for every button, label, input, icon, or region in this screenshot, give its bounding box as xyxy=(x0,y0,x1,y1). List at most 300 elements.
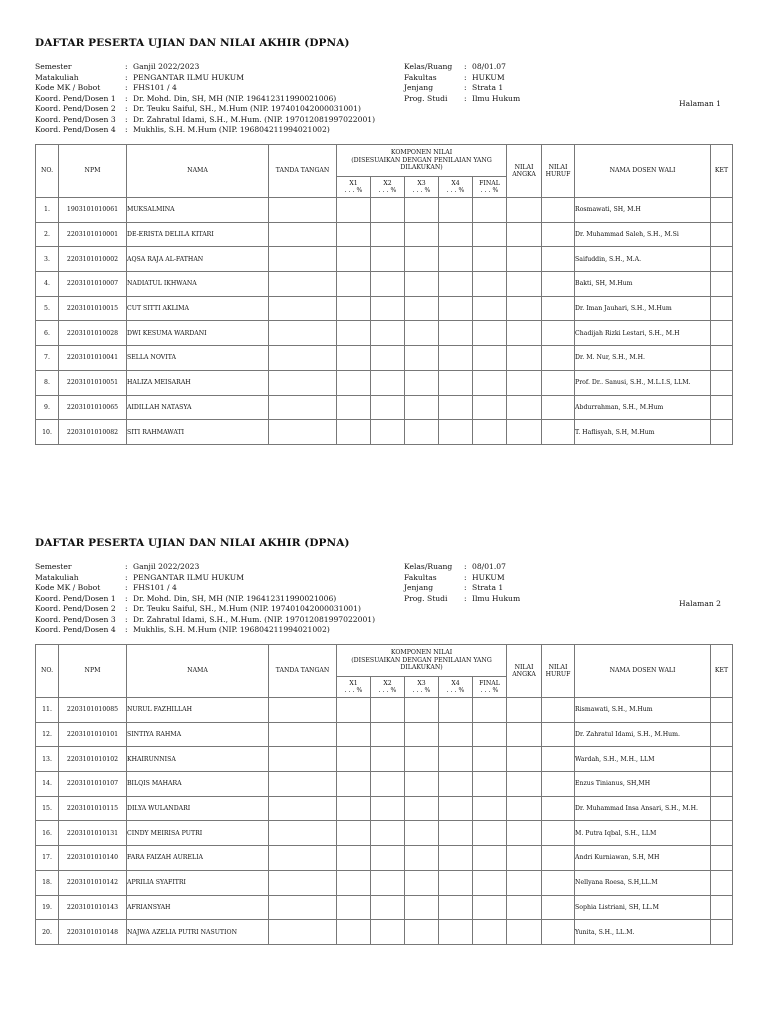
score-x4-cell xyxy=(439,321,473,346)
score-x1-cell xyxy=(337,420,371,445)
nilai-huruf-cell xyxy=(542,346,575,371)
score-x3-cell xyxy=(405,296,439,321)
score-x3-cell xyxy=(405,272,439,297)
signature-cell xyxy=(269,272,337,297)
dosen-wali-cell: Dr. Muhammad Saleh, S.H., M.Si xyxy=(575,222,711,247)
score-x1-cell xyxy=(337,821,371,846)
score-final-cell xyxy=(473,222,507,247)
npm-cell: 2203101010131 xyxy=(59,821,127,846)
row-number: 8. xyxy=(36,370,59,395)
col-header-x4 xyxy=(439,177,473,198)
row-number: 5. xyxy=(36,296,59,321)
info-label: Koord. Pend/Dosen 4 xyxy=(35,625,116,634)
percent-placeholder: . . . % xyxy=(446,687,465,694)
ket-cell xyxy=(711,346,733,371)
score-x4-cell xyxy=(439,698,473,723)
info-separator: : xyxy=(464,593,467,603)
npm-cell: 2203101010065 xyxy=(59,395,127,420)
col-header-dosen-wali: NAMA DOSEN WALI xyxy=(575,645,711,698)
col-header-x1 xyxy=(337,677,371,698)
component-label: X4 xyxy=(451,679,460,687)
ket-cell xyxy=(711,821,733,846)
npm-cell: 2203101010002 xyxy=(59,247,127,272)
table-row xyxy=(36,222,733,247)
score-x3-cell xyxy=(405,321,439,346)
nilai-huruf-cell xyxy=(542,272,575,297)
col-header-nilai-huruf xyxy=(542,145,575,198)
npm-cell: 2203101010082 xyxy=(59,420,127,445)
col-header-npm: NPM xyxy=(59,645,127,698)
nilai-huruf-cell xyxy=(542,747,575,772)
score-final-cell xyxy=(473,870,507,895)
ket-cell xyxy=(711,846,733,871)
info-label: Prog. Studi xyxy=(404,593,448,603)
student-name-cell: DWI KESUMA WARDANI xyxy=(127,321,269,346)
nilai-angka-cell xyxy=(507,222,542,247)
npm-cell: 2203101010102 xyxy=(59,747,127,772)
signature-cell xyxy=(269,222,337,247)
info-row xyxy=(35,604,375,615)
info-separator: : xyxy=(125,114,128,124)
info-separator: : xyxy=(125,604,128,613)
npm-cell: 2203101010015 xyxy=(59,296,127,321)
signature-cell xyxy=(269,247,337,272)
component-label: FINAL xyxy=(479,679,500,687)
ket-cell xyxy=(711,370,733,395)
ket-cell xyxy=(711,420,733,445)
component-label: X4 xyxy=(451,179,460,187)
col-header-tanda-tangan: TANDA TANGAN xyxy=(269,145,337,198)
header-line: HURUF xyxy=(545,671,571,678)
info-label: Koord. Pend/Dosen 2 xyxy=(35,604,116,613)
npm-cell: 1903101010061 xyxy=(59,198,127,223)
table-row xyxy=(36,247,733,272)
score-x1-cell xyxy=(337,870,371,895)
info-row xyxy=(35,573,375,584)
info-value: HUKUM xyxy=(472,72,505,82)
score-x1-cell xyxy=(337,198,371,223)
info-value: Dr. Zahratul Idami, S.H., M.Hum. (NIP. 197012081997022001) xyxy=(133,114,376,124)
info-value: Dr. Mohd. Din, SH, MH (NIP. 196412311990021006) xyxy=(133,593,337,603)
col-header-nilai-angka xyxy=(507,645,542,698)
table-row xyxy=(36,747,733,772)
score-x4-cell xyxy=(439,222,473,247)
nilai-angka-cell xyxy=(507,772,542,797)
ket-cell xyxy=(711,722,733,747)
score-x4-cell xyxy=(439,895,473,920)
signature-cell xyxy=(269,296,337,321)
nilai-huruf-cell xyxy=(542,772,575,797)
score-x1-cell xyxy=(337,321,371,346)
info-separator: : xyxy=(464,583,467,592)
ket-cell xyxy=(711,198,733,223)
col-header-final xyxy=(473,677,507,698)
ket-cell xyxy=(711,796,733,821)
info-separator: : xyxy=(125,625,128,634)
nilai-huruf-cell xyxy=(542,870,575,895)
info-separator: : xyxy=(125,93,128,103)
info-label: Koord. Pend/Dosen 1 xyxy=(35,93,116,103)
student-name-cell: KHAIRUNNISA xyxy=(127,747,269,772)
nilai-angka-cell xyxy=(507,420,542,445)
signature-cell xyxy=(269,198,337,223)
score-x3-cell xyxy=(405,895,439,920)
score-x2-cell xyxy=(371,870,405,895)
table-row xyxy=(36,370,733,395)
score-x4-cell xyxy=(439,821,473,846)
npm-cell: 2203101010028 xyxy=(59,321,127,346)
score-x2-cell xyxy=(371,272,405,297)
student-name-cell: NAJWA AZELIA PUTRI NASUTION xyxy=(127,920,269,945)
component-label: X1 xyxy=(349,179,358,187)
npm-cell: 2203101010007 xyxy=(59,272,127,297)
score-x4-cell xyxy=(439,346,473,371)
col-header-x2 xyxy=(371,677,405,698)
col-header-x3 xyxy=(405,177,439,198)
signature-cell xyxy=(269,870,337,895)
npm-cell: 2203101010085 xyxy=(59,698,127,723)
score-x3-cell xyxy=(405,920,439,945)
dosen-wali-cell: Chadijah Rizki Lestari, S.H., M.H xyxy=(575,321,711,346)
info-separator: : xyxy=(125,72,128,82)
signature-cell xyxy=(269,420,337,445)
info-value: Ganjil 2022/2023 xyxy=(133,562,200,571)
dosen-wali-cell: Nellyana Roesa, S.H,LL.M xyxy=(575,870,711,895)
info-label: Koord. Pend/Dosen 4 xyxy=(35,125,116,134)
info-separator: : xyxy=(125,593,128,603)
percent-placeholder: . . . % xyxy=(446,187,465,194)
signature-cell xyxy=(269,821,337,846)
row-number: 17. xyxy=(36,846,59,871)
info-value: HUKUM xyxy=(472,572,505,582)
course-info-left xyxy=(35,562,375,636)
row-number: 2. xyxy=(36,222,59,247)
row-number: 15. xyxy=(36,796,59,821)
info-value: Mukhlis, S.H. M.Hum (NIP. 196804211994021002) xyxy=(133,125,330,134)
nilai-huruf-cell xyxy=(542,296,575,321)
info-value: Ganjil 2022/2023 xyxy=(133,62,200,71)
npm-cell: 2203101010148 xyxy=(59,920,127,945)
dosen-wali-cell: Wardah, S.H., M.H., LLM xyxy=(575,747,711,772)
score-x1-cell xyxy=(337,796,371,821)
grade-table xyxy=(35,644,733,945)
dosen-wali-cell: T. Haflisyah, S.H, M.Hum xyxy=(575,420,711,445)
info-label: Kelas/Ruang xyxy=(404,562,453,571)
info-row xyxy=(35,594,375,605)
score-x3-cell xyxy=(405,846,439,871)
course-info xyxy=(35,62,732,138)
header-line: NILAI xyxy=(548,663,568,671)
table-row xyxy=(36,698,733,723)
dosen-wali-cell: M. Putra Iqbal, S.H., LLM xyxy=(575,821,711,846)
score-x4-cell xyxy=(439,870,473,895)
info-value: 08/01.07 xyxy=(472,62,506,71)
score-x4-cell xyxy=(439,920,473,945)
row-number: 11. xyxy=(36,698,59,723)
score-x1-cell xyxy=(337,747,371,772)
page-number: Halaman 2 xyxy=(679,599,721,608)
signature-cell xyxy=(269,346,337,371)
info-value: Strata 1 xyxy=(472,83,504,92)
col-header-dosen-wali: NAMA DOSEN WALI xyxy=(575,145,711,198)
score-x1-cell xyxy=(337,846,371,871)
percent-placeholder: . . . % xyxy=(344,687,363,694)
score-x2-cell xyxy=(371,296,405,321)
component-label: FINAL xyxy=(479,179,500,187)
signature-cell xyxy=(269,895,337,920)
dosen-wali-cell: Enzus Tinianus, SH,MH xyxy=(575,772,711,797)
dosen-wali-cell: Bakti, SH, M.Hum xyxy=(575,272,711,297)
dosen-wali-cell: Rosmawati, SH, M.H xyxy=(575,198,711,223)
score-x1-cell xyxy=(337,395,371,420)
table-row xyxy=(36,395,733,420)
ket-cell xyxy=(711,870,733,895)
row-number: 9. xyxy=(36,395,59,420)
student-rows xyxy=(36,198,733,445)
info-value: Dr. Zahratul Idami, S.H., M.Hum. (NIP. 197012081997022001) xyxy=(133,614,376,624)
npm-cell: 2203101010001 xyxy=(59,222,127,247)
score-x4-cell xyxy=(439,272,473,297)
student-name-cell: DILYA WULANDARI xyxy=(127,796,269,821)
score-final-cell xyxy=(473,796,507,821)
info-row xyxy=(404,62,520,73)
ket-cell xyxy=(711,222,733,247)
dosen-wali-cell: Dr. Zahratul Idami, S.H., M.Hum. xyxy=(575,722,711,747)
komponen-title: KOMPONEN NILAI xyxy=(390,149,453,157)
dpna-page-1 xyxy=(35,37,732,447)
student-name-cell: NURUL FAZHILLAH xyxy=(127,698,269,723)
npm-cell: 2203101010051 xyxy=(59,370,127,395)
row-number: 16. xyxy=(36,821,59,846)
table-row xyxy=(36,895,733,920)
row-number: 1. xyxy=(36,198,59,223)
info-separator: : xyxy=(464,62,467,71)
dosen-wali-cell: Saifuddin, S.H., M.A. xyxy=(575,247,711,272)
nilai-angka-cell xyxy=(507,698,542,723)
score-x3-cell xyxy=(405,870,439,895)
score-x3-cell xyxy=(405,346,439,371)
info-row xyxy=(404,562,520,573)
component-label: X1 xyxy=(349,679,358,687)
dosen-wali-cell: Prof. Dr.. Sanusi, S.H., M.L.I.S, LLM. xyxy=(575,370,711,395)
student-name-cell: DE-ERISTA DELILA KITARI xyxy=(127,222,269,247)
nilai-angka-cell xyxy=(507,920,542,945)
row-number: 18. xyxy=(36,870,59,895)
table-row xyxy=(36,272,733,297)
info-value: Ilmu Hukum xyxy=(472,593,521,603)
student-name-cell: SITI RAHMAWATI xyxy=(127,420,269,445)
score-final-cell xyxy=(473,772,507,797)
student-name-cell: CINDY MEIRISA PUTRI xyxy=(127,821,269,846)
score-x3-cell xyxy=(405,698,439,723)
row-number: 13. xyxy=(36,747,59,772)
score-x1-cell xyxy=(337,296,371,321)
table-row xyxy=(36,870,733,895)
score-x3-cell xyxy=(405,395,439,420)
info-value: Mukhlis, S.H. M.Hum (NIP. 196804211994021002) xyxy=(133,625,330,634)
score-x3-cell xyxy=(405,821,439,846)
score-final-cell xyxy=(473,920,507,945)
score-x4-cell xyxy=(439,420,473,445)
score-x4-cell xyxy=(439,796,473,821)
row-number: 4. xyxy=(36,272,59,297)
npm-cell: 2203101010142 xyxy=(59,870,127,895)
info-row xyxy=(35,83,375,94)
info-value: Dr. Mohd. Din, SH, MH (NIP. 196412311990021006) xyxy=(133,93,337,103)
signature-cell xyxy=(269,395,337,420)
score-x3-cell xyxy=(405,247,439,272)
student-name-cell: SINTIYA RAHMA xyxy=(127,722,269,747)
score-final-cell xyxy=(473,272,507,297)
score-x3-cell xyxy=(405,222,439,247)
nilai-huruf-cell xyxy=(542,895,575,920)
score-x2-cell xyxy=(371,846,405,871)
row-number: 12. xyxy=(36,722,59,747)
score-x2-cell xyxy=(371,198,405,223)
col-header-komponen-nilai xyxy=(337,645,507,677)
score-x4-cell xyxy=(439,296,473,321)
npm-cell: 2203101010107 xyxy=(59,772,127,797)
row-number: 19. xyxy=(36,895,59,920)
nilai-angka-cell xyxy=(507,395,542,420)
dosen-wali-cell: Abdurrahman, S.H., M.Hum xyxy=(575,395,711,420)
score-x1-cell xyxy=(337,272,371,297)
student-name-cell: AQSA RAJA AL-FATHAN xyxy=(127,247,269,272)
signature-cell xyxy=(269,846,337,871)
page-number: Halaman 1 xyxy=(679,99,721,108)
student-name-cell: APRILIA SYAFITRI xyxy=(127,870,269,895)
row-number: 6. xyxy=(36,321,59,346)
nilai-angka-cell xyxy=(507,846,542,871)
percent-placeholder: . . . % xyxy=(480,187,499,194)
table-row xyxy=(36,346,733,371)
table-row xyxy=(36,722,733,747)
page-title: DAFTAR PESERTA UJIAN DAN NILAI AKHIR (DPNA) xyxy=(35,537,350,549)
component-label: X3 xyxy=(417,179,426,187)
score-x4-cell xyxy=(439,846,473,871)
score-x4-cell xyxy=(439,395,473,420)
info-row xyxy=(404,583,520,594)
score-x1-cell xyxy=(337,222,371,247)
student-name-cell: HALIZA MEISARAH xyxy=(127,370,269,395)
info-row xyxy=(35,125,375,136)
score-final-cell xyxy=(473,198,507,223)
component-label: X2 xyxy=(383,179,392,187)
score-x2-cell xyxy=(371,370,405,395)
info-row xyxy=(35,94,375,105)
score-final-cell xyxy=(473,821,507,846)
score-x4-cell xyxy=(439,198,473,223)
score-x2-cell xyxy=(371,247,405,272)
student-name-cell: AFRIANSYAH xyxy=(127,895,269,920)
info-value: FHS101 / 4 xyxy=(133,583,177,592)
score-final-cell xyxy=(473,846,507,871)
info-label: Semester xyxy=(35,562,72,571)
header-line: HURUF xyxy=(545,171,571,178)
component-label: X2 xyxy=(383,679,392,687)
header-line: NILAI xyxy=(514,163,534,171)
ket-cell xyxy=(711,920,733,945)
info-label: Jenjang xyxy=(404,583,434,592)
info-row xyxy=(404,594,520,605)
row-number: 7. xyxy=(36,346,59,371)
info-value: PENGANTAR ILMU HUKUM xyxy=(133,572,244,582)
grade-table xyxy=(35,144,733,445)
score-x4-cell xyxy=(439,722,473,747)
signature-cell xyxy=(269,920,337,945)
signature-cell xyxy=(269,796,337,821)
info-label: Koord. Pend/Dosen 3 xyxy=(35,614,116,624)
info-label: Kode MK / Bobot xyxy=(35,83,101,92)
header-line: NILAI xyxy=(514,663,534,671)
row-number: 20. xyxy=(36,920,59,945)
header-line: NILAI xyxy=(548,163,568,171)
score-x3-cell xyxy=(405,772,439,797)
info-value: Dr. Teuku Saiful, SH., M.Hum (NIP. 197401042000031001) xyxy=(133,604,361,613)
nilai-angka-cell xyxy=(507,796,542,821)
nilai-angka-cell xyxy=(507,821,542,846)
nilai-angka-cell xyxy=(507,722,542,747)
percent-placeholder: . . . % xyxy=(378,187,397,194)
score-final-cell xyxy=(473,370,507,395)
score-final-cell xyxy=(473,420,507,445)
student-name-cell: SELLA NOVITA xyxy=(127,346,269,371)
komponen-title: KOMPONEN NILAI xyxy=(390,649,453,657)
info-row xyxy=(35,115,375,126)
nilai-huruf-cell xyxy=(542,395,575,420)
score-x1-cell xyxy=(337,722,371,747)
col-header-nilai-angka xyxy=(507,145,542,198)
score-x2-cell xyxy=(371,698,405,723)
info-value: PENGANTAR ILMU HUKUM xyxy=(133,72,244,82)
nilai-angka-cell xyxy=(507,198,542,223)
info-label: Koord. Pend/Dosen 3 xyxy=(35,114,116,124)
col-header-no: NO. xyxy=(36,645,59,698)
nilai-angka-cell xyxy=(507,247,542,272)
info-value: Dr. Teuku Saiful, SH., M.Hum (NIP. 197401042000031001) xyxy=(133,104,361,113)
score-x4-cell xyxy=(439,370,473,395)
info-label: Prog. Studi xyxy=(404,93,448,103)
dpna-page-2 xyxy=(35,537,732,947)
col-header-ket: KET xyxy=(711,145,733,198)
info-row xyxy=(35,583,375,594)
info-separator: : xyxy=(125,583,128,592)
table-row xyxy=(36,321,733,346)
info-label: Jenjang xyxy=(404,83,434,92)
score-x3-cell xyxy=(405,198,439,223)
score-final-cell xyxy=(473,747,507,772)
score-x2-cell xyxy=(371,796,405,821)
student-name-cell: MUKSALMINA xyxy=(127,198,269,223)
table-row xyxy=(36,796,733,821)
score-x3-cell xyxy=(405,796,439,821)
score-x2-cell xyxy=(371,895,405,920)
student-name-cell: BILQIS MAHARA xyxy=(127,772,269,797)
percent-placeholder: . . . % xyxy=(412,687,431,694)
score-x2-cell xyxy=(371,772,405,797)
nilai-huruf-cell xyxy=(542,420,575,445)
info-separator: : xyxy=(125,562,128,571)
table-row xyxy=(36,846,733,871)
score-final-cell xyxy=(473,247,507,272)
nilai-huruf-cell xyxy=(542,722,575,747)
col-header-final xyxy=(473,177,507,198)
nilai-huruf-cell xyxy=(542,796,575,821)
signature-cell xyxy=(269,321,337,346)
komponen-subtitle: (DISESUAIKAN DENGAN PENILAIAN YANG DILAKUKAN) xyxy=(351,656,492,672)
info-separator: : xyxy=(125,104,128,113)
col-header-nilai-huruf xyxy=(542,645,575,698)
